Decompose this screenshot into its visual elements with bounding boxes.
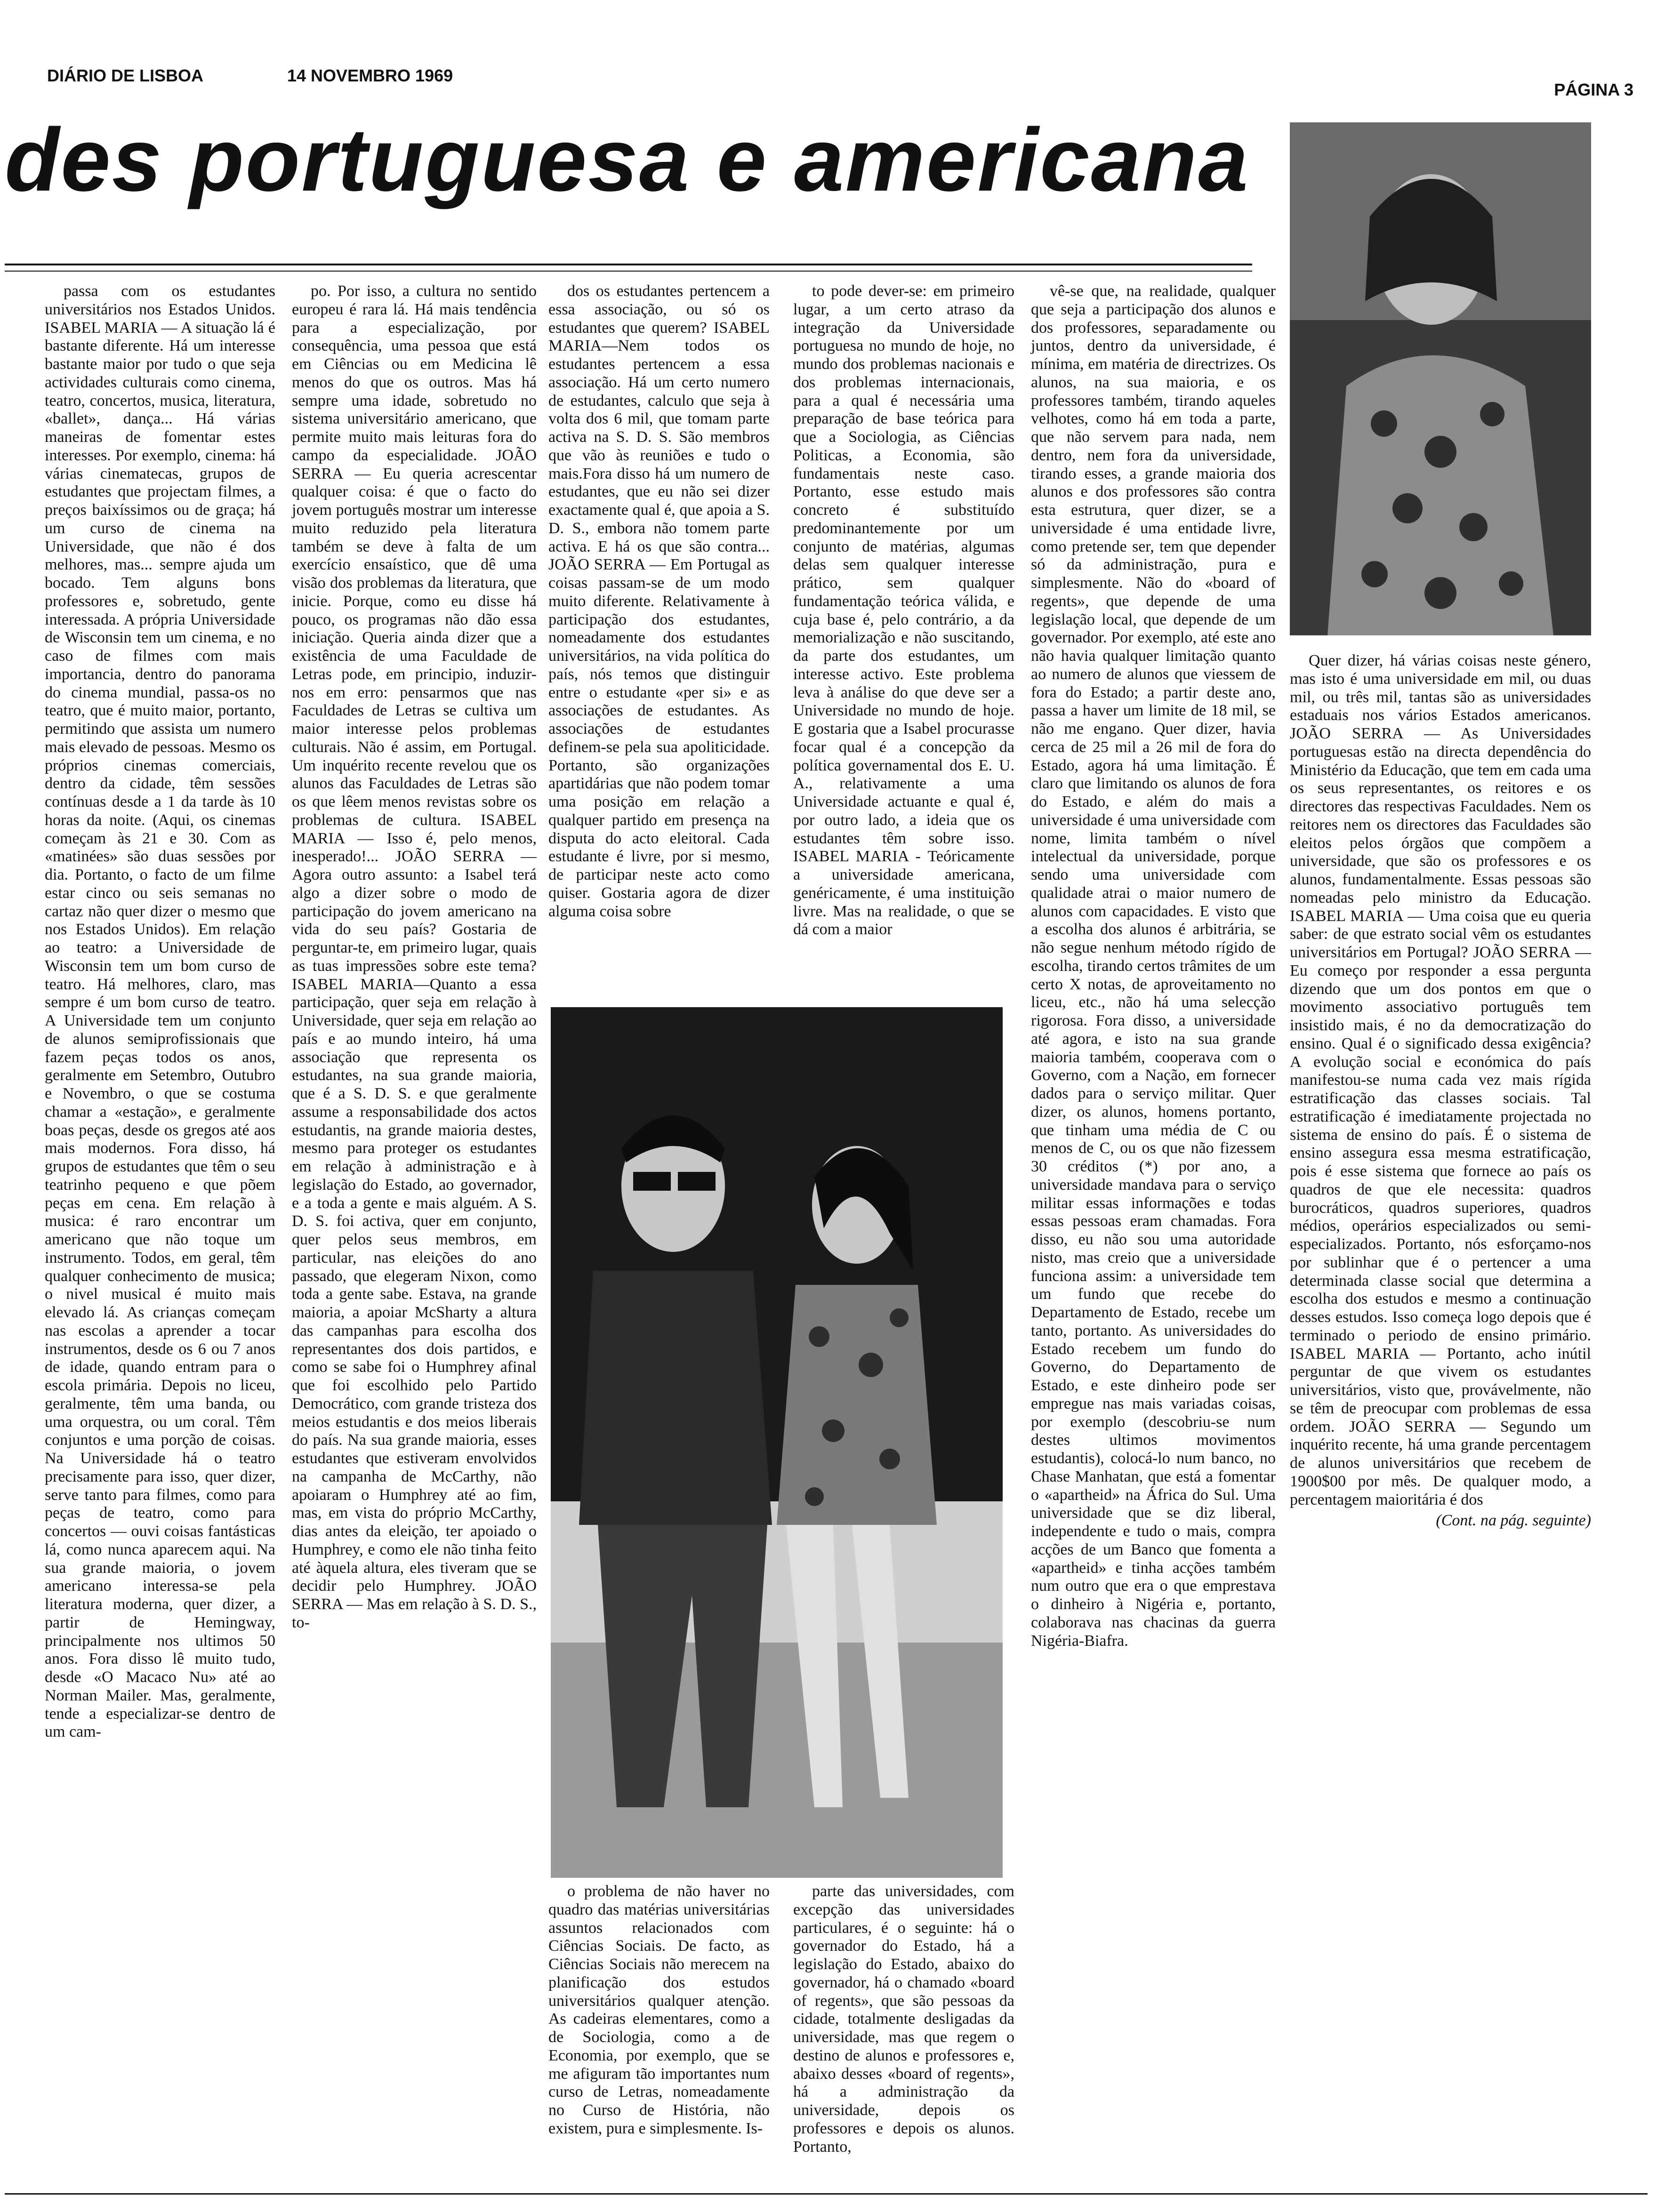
column-2-text: po. Por isso, a cultura no sentido europeu é rara lá. Há mais tendência para a especialização, por consequência, uma pessoa que está em Ciências ou em Medicina lê menos do que os outros. Mas há sempre uma idade, sobretudo no sistema universitário americano, que permite muito mais leituras fora do campo da especialidade. JOÃO SERRA — Eu queria acrescentar qualquer coisa: é que o facto do jovem português mostrar um interesse muito reduzido pela literatura também se deve à falta de um exercício ensaístico, que dê uma visão dos problemas da literatura, que inicie. Porque, como eu disse há pouco, os programas não dão essa iniciação. Queria ainda dizer que a existência de uma Faculdade de Letras pode, em principio, induzir-nos em erro: pensarmos que nas Faculdades de Letras se cultiva um maior interesse pelos problemas culturais. Não é assim, em Portugal. Um inquérito recente revelou que os alunos das Faculdades de Letras são os que lêem menos revistas sobre os problemas de cultura. ISABEL MARIA — Isso é, pelo menos, inesperado!... JOÃO SERRA — Agora outro assunto: a Isabel terá algo a dizer sobre o modo de participação do jovem americano na vida do seu país? Gostaria de perguntar-te, em primeiro lugar, quais as tuas impressões sobre este tema? ISABEL MARIA—Quanto a essa participação, quer seja em relação à Universidade, quer seja em relação ao país e ao mundo inteiro, há uma associação que representa os estudantes, na sua grande maioria, que é a S. D. S. e que geralmente assume a responsabilidade dos actos estudantis, na grande maioria destes, mesmo para proteger os estudantes em relação à administração e à legislação do Estado, ao governador, e a toda a gente e mais alguém. A S. D. S. foi activa, quer em conjunto, quer pelos seus membros, em particular, nas eleições do ano passado, que elegeram Nixon, como toda a gente sabe. Estava, na grande maioria, a apoiar McSharty a altura das campanhas para escolha dos representantes dos dois partidos, e como se sabe foi o Humphrey afinal que foi escolhido pelo Partido Democrático, com grande tristeza dos meios estudantis e dos meios liberais do país. Na sua grande maioria, esses estudantes que estiveram envolvidos na campanha de McCarthy, não apoiaram o Humphrey até ao fim, mas, em vista do próprio McCarthy, dias antes da eleição, ter apoiado o Humphrey, e como ele não tinha feito até àquela altura, eles tiveram que se decidir pelo Humphrey. JOÃO SERRA — Mas em relação à S. D. S., to- [292, 282, 537, 1631]
column-4-bottom-text: parte das universidades, com excepção das universidades particulares, é o seguinte: há o governador do Estado, há a legislação do Estado, abaixo do governador, há o chamado «board of regents», que são pessoas da cidade, totalmente desligadas da universidade, mas que regem o destino de alunos e professores e, abaixo desses «board of regents», há a administração da universidade, depois os professores e depois os alunos. Portanto, [793, 1883, 1014, 2156]
interview-photo [551, 1007, 1003, 1878]
column-3-bottom-text: o problema de não haver no quadro das matérias universitárias assuntos relacionados com Ciências Sociais. De facto, as Ciências Sociais não merecem na planificação dos estudos universitários qualquer atenção. As cadeiras elementares, como a de Sociologia, como a de Economia, por exemplo, que se me afiguram tão importantes num curso de Letras, nomeadamente no Curso de História, não existem, pura e simplesmente. Is- [548, 1883, 770, 2137]
headline: des portuguesa e americana [5, 110, 1250, 210]
column-1-text: passa com os estudantes universitários nos Estados Unidos. ISABEL MARIA — A situação lá é bastante diferente. Há um interesse bastante maior por tudo o que seja actividades culturais como cinema, teatro, concertos, musica, literatura, «ballet», dança... Há várias maneiras de fomentar estes interesses. Por exemplo, cinema: há várias cinematecas, grupos de estudantes que projectam filmes, a preços baixíssimos ou de graça; há um curso de cinema na Universidade, que não é dos melhores, mas... sempre ajuda um bocado. Tem alguns bons professores e, sobretudo, gente interessada. A própria Universidade de Wisconsin tem um cinema, e no caso de filmes com mais importancia, dentro do panorama do cinema mundial, passa-os no teatro, que é muito maior, portanto, permitindo que assista um numero mais elevado de pessoas. Mesmo os próprios cinemas comerciais, dentro da cidade, têm sessões contínuas desde a 1 da tarde às 10 horas da noite. (Aqui, os cinemas começam às 21 e 30. Com as «matinées» são duas sessões por dia. Portanto, o facto de um filme estar cinco ou seis semanas no cartaz não quer dizer o mesmo que nos Estados Unidos). Em relação ao teatro: a Universidade de Wisconsin tem um bom curso de teatro. Há melhores, claro, mas sempre é um bom curso de teatro. A Universidade tem um conjunto de alunos semiprofissionais que fazem peças todos os anos, geralmente em Setembro, Outubro e Novembro, o que se costuma chamar a «estação», e geralmente boas peças, desde os gregos até aos mais modernos. Fora disso, há grupos de estudantes que têm o seu teatrinho pequeno e que põem peças em cena. Em relação à musica: é raro encontrar um americano que não toque um instrumento. Todos, em geral, têm qualquer conhecimento de musica; o nivel musical é muito mais elevado lá. As crianças começam nas escolas a aprender a tocar instrumentos, desde os 6 ou 7 anos de idade, quando entram para o escola primária. Depois no liceu, geralmente, têm uma banda, ou uma orquestra, ou um coral. Têm conjuntos e uma porção de coisas. Na Universidade há o teatro precisamente para isso, quer dizer, serve tanto para filmes, como para peças de teatro, como para concertos — ouvi coisas fantásticas lá, como nunca aparecem aqui. Na sua grande maioria, o jovem americano interessa-se pela literatura moderna, quer dizer, a partir de Hemingway, principalmente nos ultimos 50 anos. Fora disso lê muito tudo, desde «O Macaco Nu» até ao Norman Mailer. Mas, geralmente, tende a especializar-se dentro de um cam- [45, 282, 275, 1741]
column-4-top-text: to pode dever-se: em primeiro lugar, a um certo atraso da integração da Universidade portuguesa no mundo de hoje, no mundo dos problemas nacionais e dos problemas internacionais, para a qual é necessária uma preparação de base teórica para que a Sociologia, as Ciências Politicas, a Economia, são fundamentais neste caso. Portanto, esse estudo mais concreto é substituído predominantemente por um conjunto de matérias, algumas delas sem qualquer interesse prático, sem qualquer fundamentação teórica válida, e cuja base é, pelo contrário, a da memorialização e não suscitando, da parte dos estudantes, um interesse activo. Este problema leva à análise do que deve ser a Universidade no mundo de hoje. E gostaria que a Isabel procurasse focar qual é a concepção da política governamental dos E. U. A., relativamente a uma Universidade actuante e qual é, por outro lado, a ideia que os estudantes têm sobre isso. ISABEL MARIA - Teóricamente a universidade americana, genéricamente, é uma instituição livre. Mas na realidade, o que se dá com a maior [793, 282, 1014, 938]
column-6-text: Quer dizer, há várias coisas neste género, mas isto é uma universidade em mil, ou duas mil, ou três mil, tantas são as universidades estaduais nos vários Estados americanos. JOÃO SERRA — As Universidades portuguesas estão na directa dependência do Ministério da Educação, que tem em cada uma os seus representantes, os reitores e os directores das respectivas Faculdades. Nem os reitores nem os directores das Faculdades são eleitos pelos órgãos que compõem a universidade, que são os professores e os alunos, fundamentalmente. Essas pessoas são nomeadas pelo ministro da Educação. ISABEL MARIA — Uma coisa que eu queria saber: de que estrato social vêm os estudantes universitários em Portugal? JOÃO SERRA — Eu começo por responder a essa pergunta dizendo que um dos pontos em que o movimento associativo português tem insistido mais, é no da democratização do ensino. Qual é o significado dessa exigência? A evolução social e económica do país manifestou-se numa cada vez mais rígida estratificação das classes sociais. Tal estratificação é imediatamente projectada no sistema de ensino do país. É o sistema de ensino assegura essa mesma estratificação, pois é esse sistema que fornece ao país os quadros de que ele necessita: quadros burocráticos, quadros superiores, quadros médios, operários especializados ou semi-especializados. Portanto, nós esforçamo-nos por sublinhar que é o pertencer a uma determinada classe social que determina a escolha dos estudos e mesmo a continuação desses estudos. Isso começa logo depois que é terminado o periodo de ensino primário. ISABEL MARIA — Portanto, acho inútil perguntar de que vivem os estudantes universitários, visto que, provávelmente, não se têm de preocupar com problemas de essa ordem. JOÃO SERRA — Segundo um inquérito recente, há uma grande percentagem de alunos universitários que recebem de 1900$00 por mês. De qualquer modo, a percentagem maioritária é dos [1290, 652, 1591, 1508]
portrait-photo [1290, 122, 1591, 635]
column-5-text: vê-se que, na realidade, qualquer que seja a participação dos alunos e dos professores, separadamente ou juntos, dentro da universidade, é mínima, em matéria de directrizes. Os alunos, na sua maioria, e os professores também, tirando aqueles velhotes, como há em toda a parte, que não servem para nada, nem dentro, nem fora da universidade, tirando esses, a grande maioria dos alunos e dos professores são contra esta estrutura, quer dizer, se a universidade é uma entidade livre, como pretende ser, tem que depender só da administração, pura e simplesmente. Não do «board of regents», que depende de uma legislação local, que depende de um governador. Por exemplo, até este ano não havia qualquer limitação quanto ao numero de alunos que viessem de fora do Estado; a partir deste ano, passa a haver um limite de 18 mil, se não me engano. Quer dizer, havia cerca de 25 mil a 26 mil de fora do Estado, agora há uma limitação. É claro que limitando os alunos de fora do Estado, e além do mais a universidade é uma universidade com nome, limita também o nível intelectual da universidade, porque sendo uma universidade com qualidade atrai o maior numero de alunos com capacidades. E visto que a escolha dos alunos é arbitrária, se não segue nenhum método rígido de escolha, tirando certos trâmites de um certo X notas, de aproveitamento no liceu, etc., não há uma selecção rigorosa. Fora disso, a universidade até agora, e isto na sua grande maioria também, cooperava com o Governo, com a Nação, em fornecer dados para o serviço militar. Quer dizer, os alunos, homens portanto, que tinham uma média de C ou menos de C, ou os que não fizessem 30 créditos (*) por ano, a universidade mandava para o serviço militar essas informações e todas essas pessoas eram chamadas. Fora disso, eu não sou uma autoridade nisto, mas creio que a universidade funciona assim: a universidade tem um fundo que recebe do Departamento de Estado, recebe um tanto, portanto. As universidades do Estado recebem um fundo do Governo, do Departamento de Estado, e este dinheiro pode ser empregue nas mais variadas coisas, por exemplo (descobriu-se num destes ultimos movimentos estudantis), colocá-lo num banco, no Chase Manhatan, que está a fomentar o «apartheid» na África do Sul. Uma universidade que se diz liberal, independente e tudo o mais, compra acções de um Banco que fomenta a «apartheid» e tinha acções também num outro que era o que emprestava o dinheiro à Nigéria e, portanto, colaborava nas chacinas da guerra Nigéria-Biafra. [1031, 282, 1276, 1650]
headline-rule-thin [5, 271, 1252, 272]
article-column-3-top [548, 282, 770, 998]
article-column-2 [292, 282, 537, 2132]
publication-date: 14 NOVEMBRO 1969 [287, 66, 453, 85]
page-number: PÁGINA 3 [1554, 80, 1633, 99]
article-column-4-top [793, 282, 1014, 998]
headline-rule [5, 264, 1252, 265]
article-column-6 [1290, 652, 1591, 2134]
column-3-top-text: dos os estudantes pertencem a essa associação, ou só os estudantes que querem? ISABEL MARIA—Nem todos os estudantes pertencem a essa associação. Há um certo numero de estudantes, calculo que seja à volta dos 6 mil, que tomam parte activa na S. D. S. São membros que vão às reuniões e tudo o mais.Fora disso há um numero de estudantes, que eu não sei dizer exactamente qual é, que apoia a S. D. S., embora não tomem parte activa. E há os que são contra... JOÃO SERRA — Em Portugal as coisas passam-se de um modo muito diferente. Relativamente à participação dos estudantes, nomeadamente dos estudantes universitários, na vida política do país, nós temos que distinguir entre o estudante «per si» e as associações de estudantes. As associações de estudantes definem-se pela sua apoliticidade. Portanto, são organizações apartidárias que não podem tomar uma posição em relação a qualquer partido em presença na disputa do acto eleitoral. Cada estudante é livre, por si mesmo, de participar neste acto como quiser. Gostaria agora de dizer alguma coisa sobre [548, 282, 770, 920]
masthead [47, 61, 1638, 99]
bottom-rule [5, 2193, 1648, 2195]
article-column-4-bottom [793, 1883, 1014, 2156]
article-column-1 [45, 282, 275, 2132]
continuation-note: (Cont. na pág. seguinte) [1436, 1512, 1591, 1530]
publication-name: DIÁRIO DE LISBOA [47, 66, 204, 85]
article-column-5 [1031, 282, 1276, 2132]
article-column-3-bottom [548, 1883, 770, 2137]
